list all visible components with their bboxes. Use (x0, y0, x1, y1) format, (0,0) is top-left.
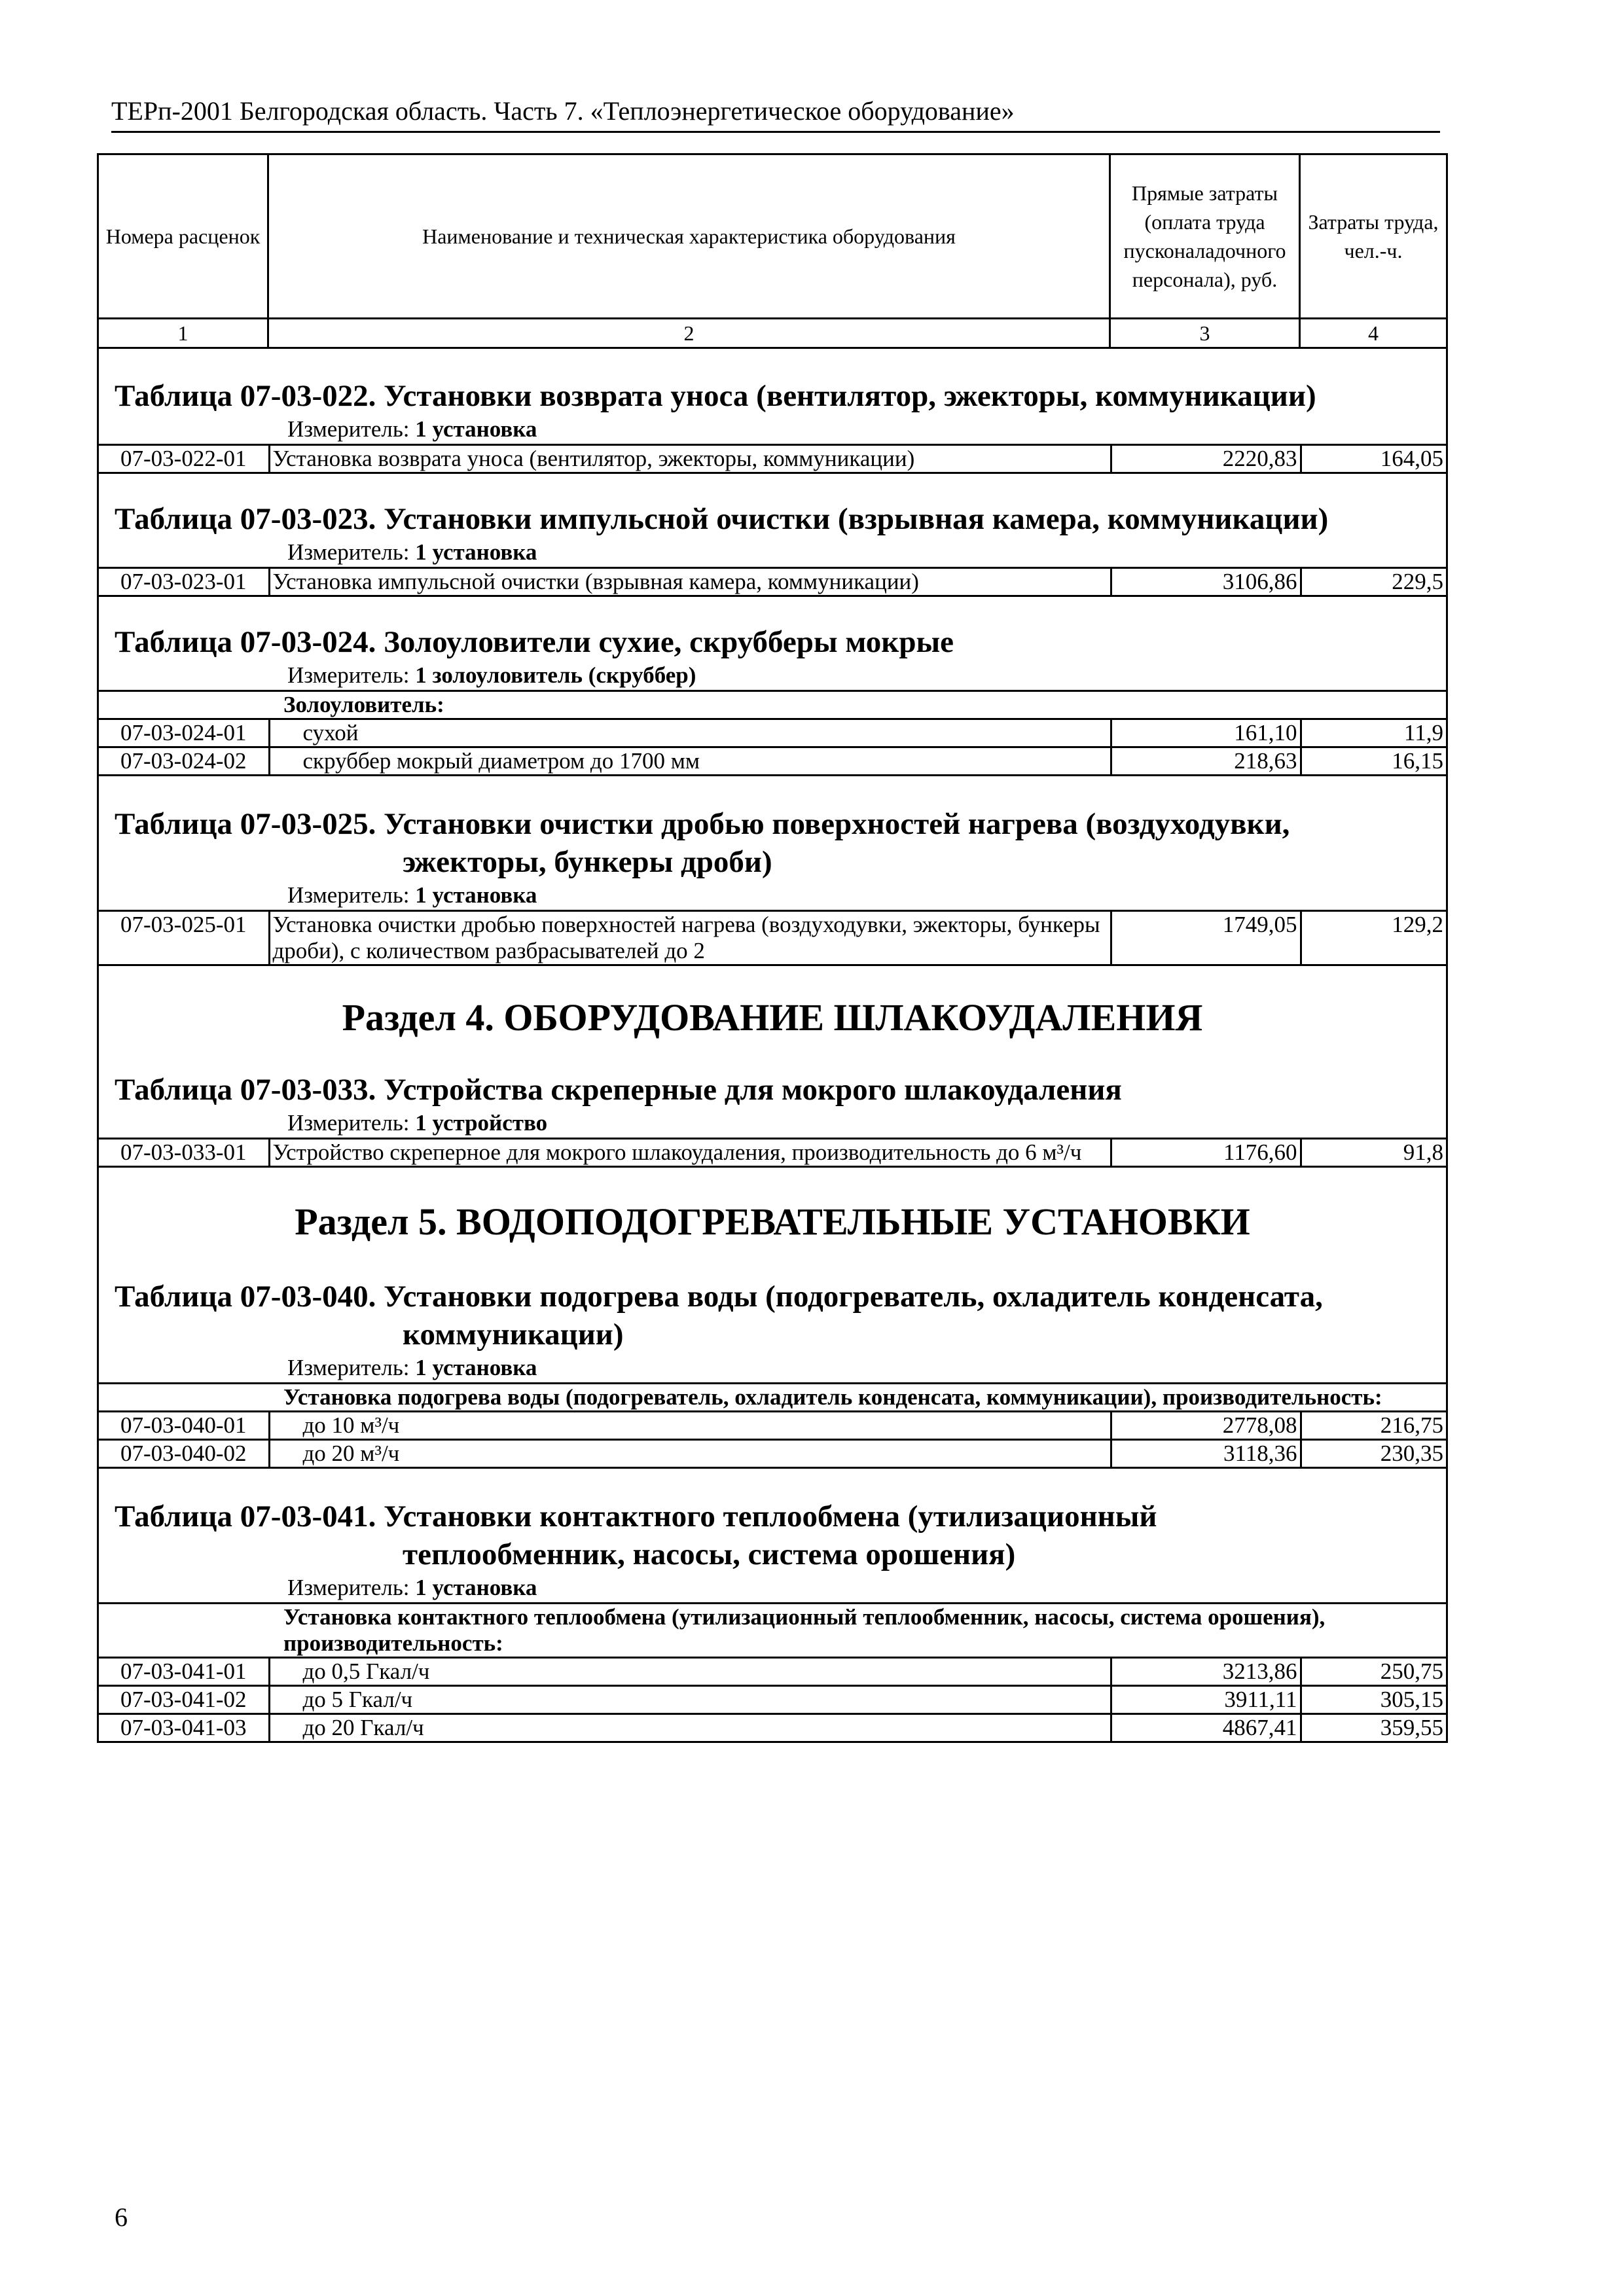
cost-cell: 161,10 (1111, 719, 1301, 747)
labor-cell: 216,75 (1301, 1412, 1446, 1440)
cost-cell: 2220,83 (1111, 445, 1301, 473)
table-title-023: Таблица 07-03-023. Установки импульсной очистки (взрывная камера, коммуникации) (115, 502, 1329, 536)
cost-cell: 3106,86 (1111, 568, 1301, 596)
group-label: Установка контактного теплообмена (утилизационный теплообменник, насосы, система орошения), производительность: (99, 1604, 1446, 1658)
col-number-4: 4 (1368, 321, 1379, 345)
group-row (99, 1384, 1446, 1412)
group-label: Золоуловитель: (99, 691, 1446, 719)
page-number: 6 (115, 2202, 128, 2232)
name-cell: Устройство скреперное для мокрого шлакоудаления, производительность до 6 м³/ч (269, 1139, 1111, 1167)
code-cell: 07-03-023-01 (99, 568, 269, 596)
title-line-2: эжекторы, бункеры дроби) (403, 845, 772, 879)
labor-cell: 250,75 (1301, 1658, 1446, 1686)
measure-022: Измеритель: 1 установка (287, 416, 537, 442)
table-row (99, 719, 1446, 747)
title-line-1: Таблица 07-03-025. Установки очистки дробью поверхностей нагрева (воздуходувки, (115, 807, 1290, 841)
code-cell: 07-03-033-01 (99, 1139, 269, 1167)
group-row (99, 1604, 1446, 1658)
col-header-cost: Прямые затраты (оплата труда пусконаладочного персонала), руб. (1111, 155, 1301, 317)
document-header: ТЕРп-2001 Белгородская область. Часть 7. «Теплоэнергетическое оборудование» (111, 96, 1015, 126)
labor-cell: 11,9 (1301, 719, 1446, 747)
code-cell: 07-03-025-01 (99, 911, 269, 965)
table-024 (99, 690, 1446, 776)
cost-cell: 4867,41 (1111, 1714, 1301, 1742)
name-cell: сухой (269, 719, 1111, 747)
title-line-2: теплообменник, насосы, система орошения) (403, 1537, 1016, 1571)
labor-cell: 164,05 (1301, 445, 1446, 473)
labor-cell: 229,5 (1301, 568, 1446, 596)
col-number-2: 2 (269, 319, 1111, 347)
cost-cell: 2778,08 (1111, 1412, 1301, 1440)
col-header-codes: Номера расценок (99, 155, 269, 317)
labor-cell: 359,55 (1301, 1714, 1446, 1742)
code-cell: 07-03-041-03 (99, 1714, 269, 1742)
table-022 (99, 444, 1446, 474)
table-row (99, 1139, 1446, 1167)
table-row (99, 1412, 1446, 1440)
table-row (99, 445, 1446, 473)
table-title-024: Таблица 07-03-024. Золоуловители сухие, скрубберы мокрые (115, 625, 954, 659)
col-header-labor: Затраты труда, чел.-ч. (1308, 210, 1439, 262)
section-4-title: Раздел 4. ОБОРУДОВАНИЕ ШЛАКОУДАЛЕНИЯ (342, 996, 1203, 1039)
group-label: Установка подогрева воды (подогреватель, охладитель конденсата, коммуникации), производительность: (99, 1384, 1446, 1412)
col-number-3: 3 (1111, 319, 1301, 347)
cost-cell: 1176,60 (1111, 1139, 1301, 1167)
table-row (99, 911, 1446, 965)
table-row (99, 1714, 1446, 1742)
table-title-022: Таблица 07-03-022. Установки возврата уноса (вентилятор, эжекторы, коммуникации) (115, 379, 1316, 413)
table-body (97, 347, 1448, 1743)
group-row (99, 691, 1446, 719)
labor-cell: 129,2 (1301, 911, 1446, 965)
code-cell: 07-03-024-01 (99, 719, 269, 747)
table-title-040 (99, 1278, 1446, 1354)
measure-040: Измеритель: 1 установка (287, 1355, 537, 1380)
name-cell: Установка очистки дробью поверхностей нагрева (воздуходувки, эжекторы, бункеры дроби), с количеством разбрасывателей до 2 (269, 911, 1111, 965)
cost-cell: 1749,05 (1111, 911, 1301, 965)
name-cell: до 0,5 Гкал/ч (269, 1658, 1111, 1686)
table-row (99, 1658, 1446, 1686)
measure-024: Измеритель: 1 золоуловитель (скруббер) (287, 662, 696, 688)
table-row (99, 1686, 1446, 1714)
table-033 (99, 1138, 1446, 1168)
cost-cell: 3213,86 (1111, 1658, 1301, 1686)
table-row (99, 747, 1446, 776)
code-cell: 07-03-040-02 (99, 1440, 269, 1468)
section-5-title: Раздел 5. ВОДОПОДОГРЕВАТЕЛЬНЫЕ УСТАНОВКИ (295, 1200, 1250, 1243)
table-title-041 (99, 1498, 1446, 1573)
code-cell: 07-03-040-01 (99, 1412, 269, 1440)
cost-cell: 218,63 (1111, 747, 1301, 776)
title-line-2: коммуникации) (403, 1318, 624, 1352)
measure-023: Измеритель: 1 установка (287, 539, 537, 565)
table-041 (99, 1602, 1446, 1743)
name-cell: до 20 м³/ч (269, 1440, 1111, 1468)
measure-025: Измеритель: 1 установка (287, 882, 537, 908)
table-025 (99, 910, 1446, 966)
table-row (99, 1440, 1446, 1468)
table-title-033: Таблица 07-03-033. Устройства скреперные для мокрого шлакоудаления (115, 1073, 1122, 1107)
col-number-1: 1 (99, 319, 269, 347)
code-cell: 07-03-041-01 (99, 1658, 269, 1686)
code-cell: 07-03-024-02 (99, 747, 269, 776)
measure-033: Измеритель: 1 устройство (287, 1110, 548, 1136)
column-header-table (97, 153, 1448, 349)
table-023 (99, 567, 1446, 597)
measure-041: Измеритель: 1 установка (287, 1575, 537, 1600)
table-040 (99, 1382, 1446, 1469)
labor-cell: 230,35 (1301, 1440, 1446, 1468)
title-line-1: Таблица 07-03-041. Установки контактного теплообмена (утилизационный (115, 1499, 1157, 1534)
header-rule (111, 131, 1440, 133)
col-header-name: Наименование и техническая характеристика оборудования (269, 155, 1111, 317)
labor-cell: 91,8 (1301, 1139, 1446, 1167)
cost-cell: 3118,36 (1111, 1440, 1301, 1468)
name-cell: Установка импульсной очистки (взрывная камера, коммуникации) (269, 568, 1111, 596)
table-row (99, 568, 1446, 596)
labor-cell: 305,15 (1301, 1686, 1446, 1714)
name-cell: Установка возврата уноса (вентилятор, эжекторы, коммуникации) (269, 445, 1111, 473)
cost-cell: 3911,11 (1111, 1686, 1301, 1714)
code-cell: 07-03-041-02 (99, 1686, 269, 1714)
table-title-025 (99, 805, 1446, 881)
title-line-1: Таблица 07-03-040. Установки подогрева воды (подогреватель, охладитель конденсата, (115, 1280, 1323, 1314)
code-cell: 07-03-022-01 (99, 445, 269, 473)
labor-cell: 16,15 (1301, 747, 1446, 776)
name-cell: до 20 Гкал/ч (269, 1714, 1111, 1742)
name-cell: скруббер мокрый диаметром до 1700 мм (269, 747, 1111, 776)
name-cell: до 10 м³/ч (269, 1412, 1111, 1440)
name-cell: до 5 Гкал/ч (269, 1686, 1111, 1714)
